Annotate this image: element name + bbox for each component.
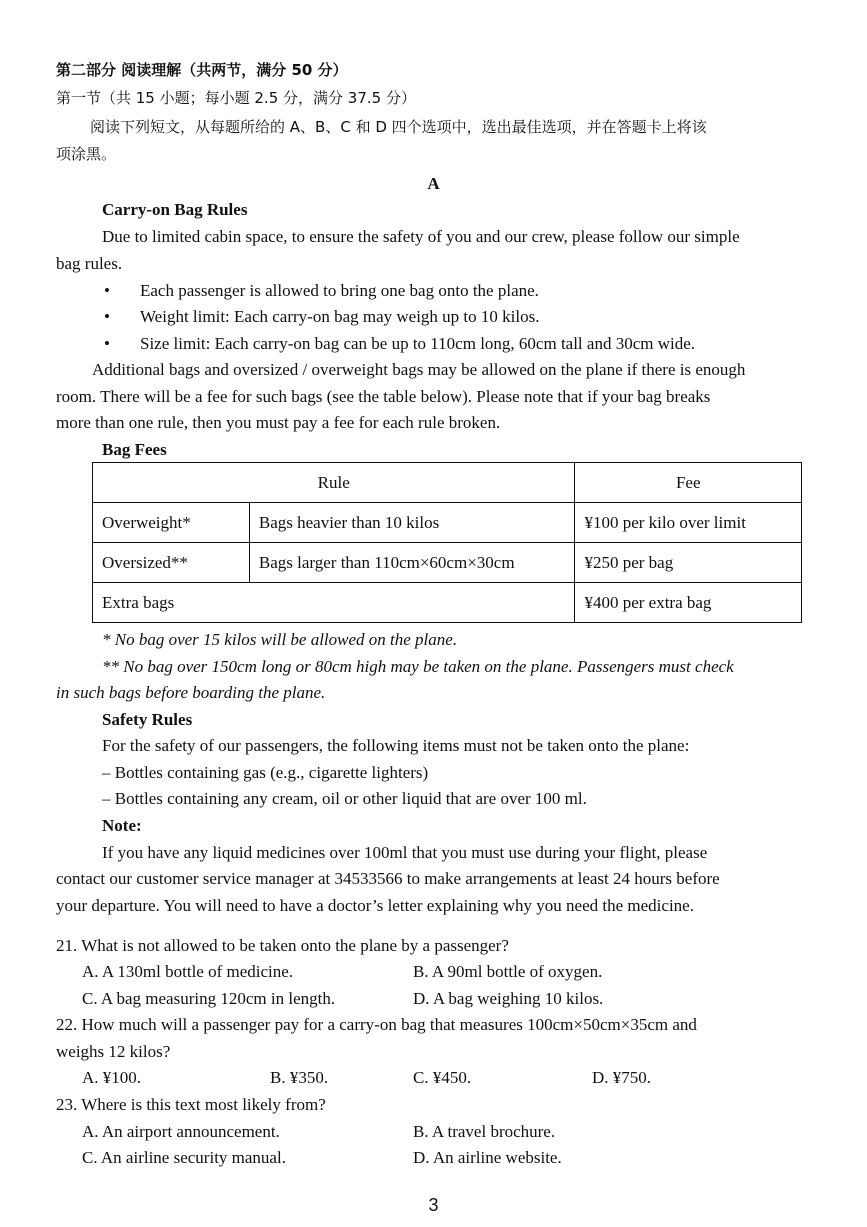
q21-option-c: C. A bag measuring 120cm in length.: [82, 989, 336, 1008]
bullet-dot: •: [104, 307, 110, 326]
q22-option-d: D. ¥750.: [592, 1068, 652, 1087]
fees-title: Bag Fees: [102, 440, 167, 459]
page-number: 3: [428, 1195, 439, 1215]
q23-option-c: C. An airline security manual.: [82, 1148, 286, 1167]
bullet-3: Size limit: Each carry-on bag can be up to 110cm long, 60cm tall and 30cm wide.: [140, 334, 696, 353]
table-row: [93, 503, 802, 543]
footnote-2: ** No bag over 150cm long or 80cm high may be taken on the plane. Passengers must check: [102, 657, 734, 676]
row-fee: ¥250 per bag: [575, 543, 802, 583]
instructions-line-2: 项涂黑。: [56, 145, 117, 163]
header-fee: Fee: [575, 463, 802, 503]
additional-line-1: Additional bags and oversized / overweight bags may be allowed on the plane if there is enough: [92, 360, 746, 379]
safety-intro: For the safety of our passengers, the following items must not be taken onto the plane:: [102, 736, 690, 755]
q23-option-d: D. An airline website.: [413, 1148, 562, 1167]
question-21-stem: 21. What is not allowed to be taken onto the plane by a passenger?: [56, 936, 509, 955]
table-header-row: [93, 463, 802, 503]
section-heading: 第一节（共 15 小题；每小题 2.5 分，满分 37.5 分）: [56, 89, 416, 107]
question-22-stem-line-1: 22. How much will a passenger pay for a carry-on bag that measures 100cm×50cm×35cm and: [56, 1015, 697, 1034]
part-heading: 第二部分 阅读理解（共两节，满分 50 分）: [56, 61, 348, 79]
q22-option-b: B. ¥350.: [270, 1068, 329, 1087]
note-line-3: your departure. You will need to have a doctor’s letter explaining why you need the medicine.: [56, 896, 694, 915]
bullet-2: Weight limit: Each carry-on bag may weigh up to 10 kilos.: [140, 307, 540, 326]
row-rule: Bags heavier than 10 kilos: [249, 503, 575, 543]
q22-option-c: C. ¥450.: [413, 1068, 472, 1087]
footnote-1: * No bag over 15 kilos will be allowed on the plane.: [102, 630, 458, 649]
row-name: Oversized**: [93, 543, 250, 583]
bullet-1: Each passenger is allowed to bring one bag onto the plane.: [140, 281, 539, 300]
note-title: Note:: [102, 816, 142, 835]
instructions-line-1: 阅读下列短文，从每题所给的 A、B、C 和 D 四个选项中，选出最佳选项，并在答题卡上将该: [90, 118, 707, 136]
row-name: Overweight*: [93, 503, 250, 543]
passage-label: A: [427, 174, 440, 193]
safety-item-2: – Bottles containing any cream, oil or other liquid that are over 100 ml.: [102, 789, 587, 808]
additional-line-3: more than one rule, then you must pay a fee for each rule broken.: [56, 413, 501, 432]
bullet-dot: •: [104, 334, 110, 353]
q21-option-a: A. A 130ml bottle of medicine.: [82, 962, 294, 981]
intro-line-1: Due to limited cabin space, to ensure the safety of you and our crew, please follow our simple: [102, 227, 740, 246]
note-line-1: If you have any liquid medicines over 100ml that you must use during your flight, please: [102, 843, 708, 862]
row-name: Extra bags: [93, 583, 575, 623]
q23-option-b: B. A travel brochure.: [413, 1122, 556, 1141]
row-rule: Bags larger than 110cm×60cm×30cm: [249, 543, 575, 583]
table-row: [93, 583, 802, 623]
row-fee: ¥400 per extra bag: [575, 583, 802, 623]
footnote-3: in such bags before boarding the plane.: [56, 683, 326, 702]
bag-fees-table: [92, 462, 802, 623]
table-row: [93, 543, 802, 583]
passage-title: Carry-on Bag Rules: [102, 200, 248, 219]
q21-option-b: B. A 90ml bottle of oxygen.: [413, 962, 603, 981]
note-line-2: contact our customer service manager at 34533566 to make arrangements at least 24 hours before: [56, 869, 720, 888]
row-fee: ¥100 per kilo over limit: [575, 503, 802, 543]
safety-title: Safety Rules: [102, 710, 193, 729]
additional-line-2: room. There will be a fee for such bags (see the table below). Please note that if your bag breaks: [56, 387, 711, 406]
question-23-stem: 23. Where is this text most likely from?: [56, 1095, 326, 1114]
header-rule: Rule: [93, 463, 575, 503]
safety-item-1: – Bottles containing gas (e.g., cigarette lighters): [102, 763, 429, 782]
question-22-stem-line-2: weighs 12 kilos?: [56, 1042, 171, 1061]
bullet-dot: •: [104, 281, 110, 300]
q21-option-d: D. A bag weighing 10 kilos.: [413, 989, 604, 1008]
q23-option-a: A. An airport announcement.: [82, 1122, 280, 1141]
q22-option-a: A. ¥100.: [82, 1068, 142, 1087]
intro-line-2: bag rules.: [56, 254, 123, 273]
